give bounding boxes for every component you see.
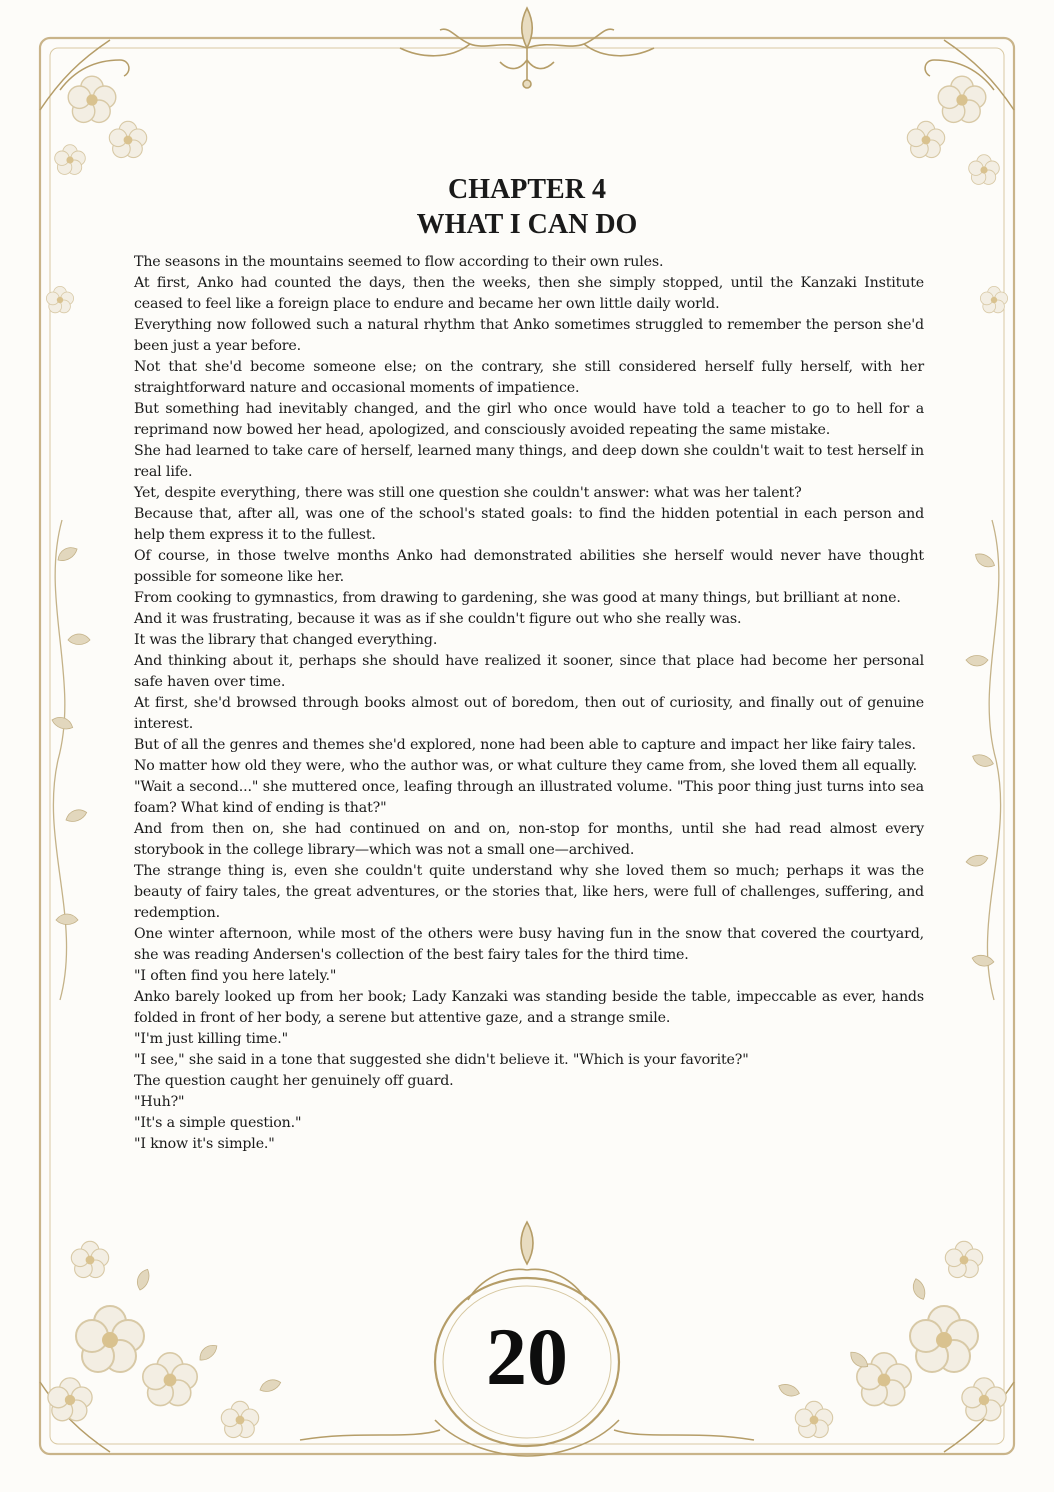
paragraph: "It's a simple question." — [134, 1115, 302, 1131]
paragraph: Of course, in those twelve months Anko had demonstrated abilities she herself would never have thought possible for someone like her. — [134, 548, 924, 585]
paragraph: The question caught her genuinely off guard. — [134, 1073, 454, 1089]
paragraph: "I'm just killing time." — [134, 1031, 289, 1047]
paragraph: At first, she'd browsed through books almost out of boredom, then out of curiosity, and finally out of genuine interest. — [134, 695, 924, 732]
paragraph: Anko barely looked up from her book; Lady Kanzaki was standing beside the table, impeccable as ever, hands folded in front of her body, a serene but attentive gaze, and a strange smile. — [134, 989, 924, 1026]
paragraph: "Wait a second..." she muttered once, leafing through an illustrated volume. "This poor thing just turns into sea foam? What kind of ending is that?" — [134, 779, 924, 816]
paragraph: And it was frustrating, because it was as if she couldn't figure out who she really was. — [134, 611, 742, 627]
paragraph: But of all the genres and themes she'd explored, none had been able to capture and impact her like fairy tales. — [134, 737, 916, 753]
paragraph: No matter how old they were, who the author was, or what culture they came from, she loved them all equally. — [134, 758, 917, 774]
paragraph: And from then on, she had continued on and on, non-stop for months, until she had read almost every storybook in the college library—which was not a small one—archived. — [134, 821, 924, 858]
page-number: 20 — [486, 1311, 568, 1402]
paragraph: She had learned to take care of herself, learned many things, and deep down she couldn't wait to test herself in real life. — [134, 443, 924, 480]
paragraph: Because that, after all, was one of the school's stated goals: to find the hidden potential in each person and help them express it to the fullest. — [134, 506, 924, 543]
paragraph: The strange thing is, even she couldn't quite understand why she loved them so much; perhaps it was the beauty of fairy tales, the great adventures, or the stories that, like hers, were full of challenges, suffering, and redemption. — [134, 863, 924, 921]
paragraph: "Huh?" — [134, 1094, 185, 1110]
paragraph: "I see," she said in a tone that suggested she didn't believe it. "Which is your favorite?" — [134, 1052, 749, 1068]
paragraph: "I know it's simple." — [134, 1136, 275, 1152]
paragraph: Not that she'd become someone else; on the contrary, she still considered herself fully herself, with her straightforward nature and occasional moments of impatience. — [134, 359, 924, 396]
chapter-title: WHAT I CAN DO — [416, 209, 638, 240]
chapter-number: CHAPTER 4 — [448, 174, 606, 205]
paragraph: One winter afternoon, while most of the others were busy having fun in the snow that covered the courtyard, she was reading Andersen's collection of the best fairy tales for the third time. — [134, 926, 924, 963]
paragraph: But something had inevitably changed, and the girl who once would have told a teacher to go to hell for a reprimand now bowed her head, apologized, and consciously avoided repeating the same mistake. — [134, 401, 924, 438]
paragraph: Yet, despite everything, there was still one question she couldn't answer: what was her talent? — [134, 485, 802, 501]
paragraph: Everything now followed such a natural rhythm that Anko sometimes struggled to remember the person she'd been just a year before. — [134, 317, 924, 354]
paragraph: From cooking to gymnastics, from drawing to gardening, she was good at many things, but brilliant at none. — [134, 590, 901, 606]
paragraph: The seasons in the mountains seemed to flow according to their own rules. — [134, 254, 664, 270]
chapter-body — [134, 252, 924, 1155]
paragraph: "I often find you here lately." — [134, 968, 337, 984]
paragraph: And thinking about it, perhaps she should have realized it sooner, since that place had become her personal safe haven over time. — [134, 653, 924, 690]
paragraph: At first, Anko had counted the days, then the weeks, then she simply stopped, until the Kanzaki Institute ceased to feel like a foreign place to endure and became her own little daily world. — [134, 275, 924, 312]
paragraph: It was the library that changed everything. — [134, 632, 438, 648]
